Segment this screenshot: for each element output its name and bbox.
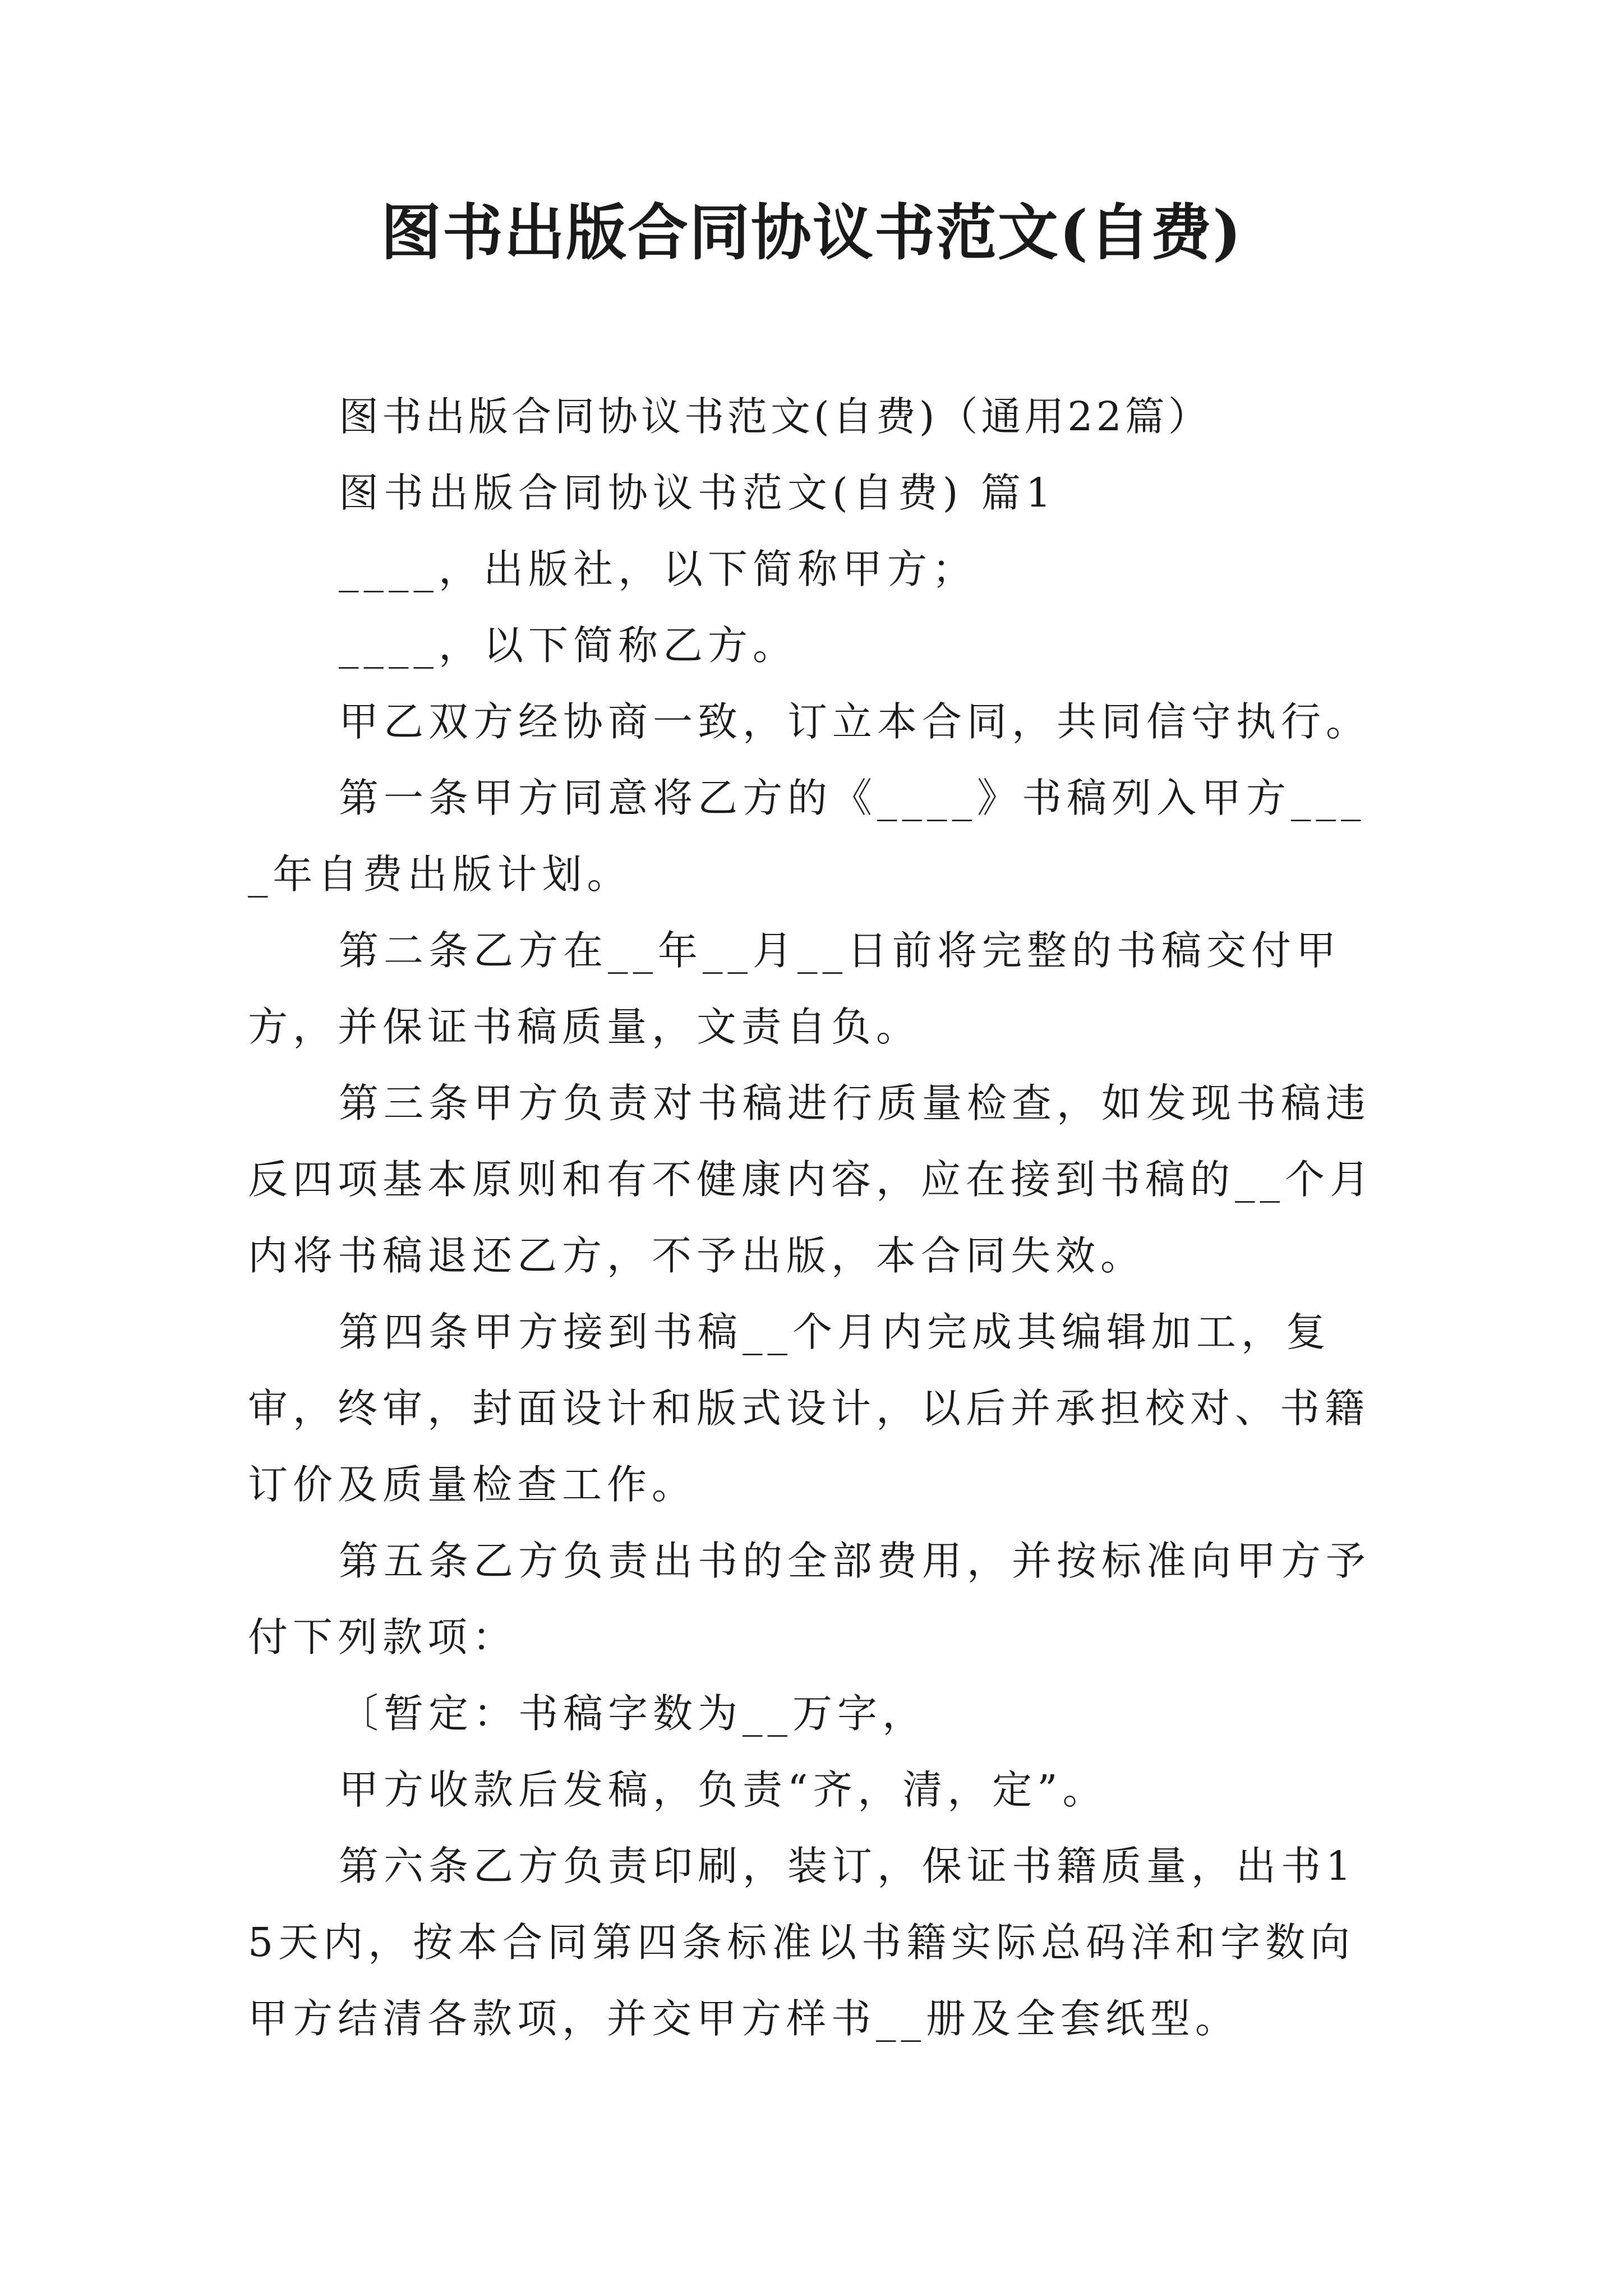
paragraph-article-2: 第二条乙方在__年__月__日前将完整的书稿交付甲方，并保证书稿质量，文责自负。 bbox=[248, 927, 1341, 1050]
paragraph-article-1: 第一条甲方同意将乙方的《____》书稿列入甲方____年自费出版计划。 bbox=[248, 775, 1366, 898]
paragraph-heading: 图书出版合同协议书范文(自费) 篇1 bbox=[339, 470, 1057, 516]
paragraph-payment-note: 甲方收款后发稿，负责“齐，清，定”。 bbox=[339, 1766, 1108, 1813]
paragraph-party-a: ____，出版社，以下简称甲方； bbox=[339, 546, 978, 592]
paragraph-article-6: 第六条乙方负责印刷，装订，保证书籍质量，出书15天内，按本合同第四条标准以书籍实际总码洋和字数向甲方结清各款项，并交甲方样书__册及全套纸型。 bbox=[248, 1843, 1357, 2042]
paragraph-article-4: 第四条甲方接到书稿__个月内完成其编辑加工，复审，终审，封面设计和版式设计，以后并承担校对、书籍订价及质量检查工作。 bbox=[248, 1309, 1370, 1508]
paragraph-provisional: 〔暂定：书稿字数为__万字， bbox=[339, 1690, 928, 1737]
paragraph-article-5: 第五条乙方负责出书的全部费用，并按标准向甲方予付下列款项： bbox=[248, 1538, 1371, 1660]
paragraph-subtitle: 图书出版合同协议书范文(自费)（通用22篇） bbox=[339, 393, 1211, 440]
document-title: 图书出版合同协议书范文(自费) bbox=[380, 197, 1243, 268]
paragraph-party-b: ____，以下简称乙方。 bbox=[339, 622, 798, 669]
paragraph-article-3: 第三条甲方负责对书稿进行质量检查，如发现书稿违反四项基本原则和有不健康内容，应在接到书稿的__个月内将书稿退还乙方，不予出版，本合同失效。 bbox=[248, 1080, 1375, 1279]
paragraph-agreement: 甲乙双方经协商一致，订立本合同，共同信守执行。 bbox=[339, 698, 1371, 745]
document-body bbox=[248, 379, 1386, 2057]
